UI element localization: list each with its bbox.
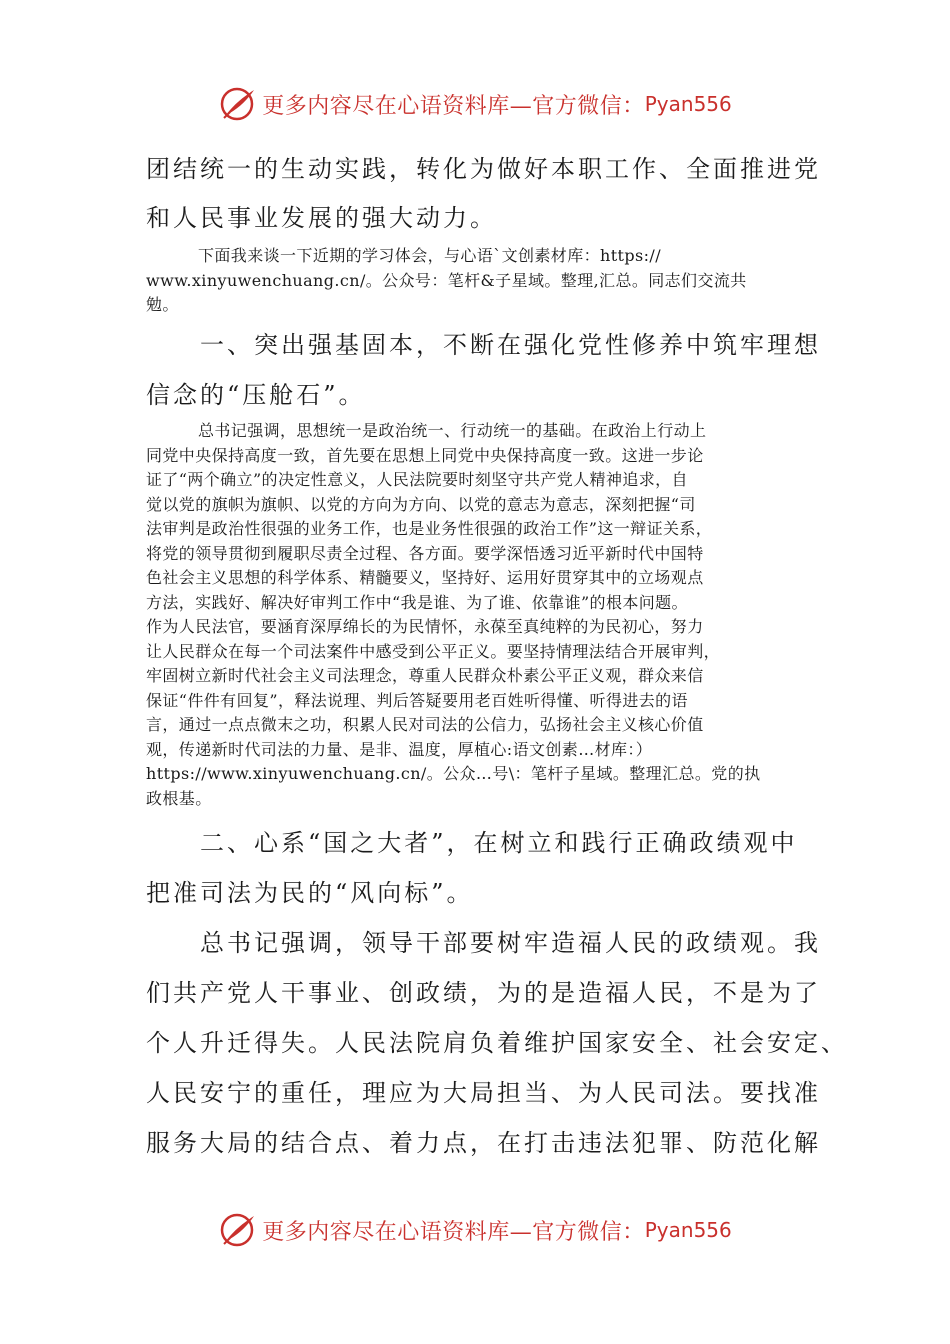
intro-paragraph-line-1: 团结统一的生动实践，转化为做好本职工作、全面推进党 xyxy=(146,155,821,183)
body-line: 观，传递新时代司法的力量、是非、温度，厚植心:语文创素…材库：） xyxy=(146,739,653,759)
section-1-heading-line-1: 一、突出强基固本，不断在强化党性修养中筑牢理想 xyxy=(200,331,821,359)
intro-paragraph-line-2: 和人民事业发展的强大动力。 xyxy=(146,204,497,232)
body-line: 总书记强调，思想统一是政治统一、行动统一的基础。在政治上行动上 xyxy=(198,421,707,440)
section-2-heading-line-1: 二、心系“国之大者”，在树立和践行正确政绩观中 xyxy=(200,829,798,857)
section-2-body-line-5: 服务大局的结合点、着力点，在打击违法犯罪、防范化解 xyxy=(146,1129,821,1157)
banner-wechat-id: Pyan556 xyxy=(644,92,732,116)
section-2-body-line-3: 个人升迁得失。人民法院肩负着维护国家安全、社会安定、 xyxy=(146,1029,848,1057)
section-2-body-line-1: 总书记强调，领导干部要树牢造福人民的政绩观。我 xyxy=(200,929,821,957)
note-line: www.xinyuwenchuang.cn/。公众号：笔杆&子星域。整理,汇总。同志们交流共 xyxy=(146,270,747,290)
body-line: 方法，实践好、解决好审判工作中“我是谁、为了谁、依靠谁”的根本问题。 xyxy=(146,592,688,612)
body-line: 牢固树立新时代社会主义司法理念，尊重人民群众朴素公平正义观，群众来信 xyxy=(146,666,704,685)
note-paragraph xyxy=(146,244,806,318)
body-line: 让人民群众在每一个司法案件中感受到公平正义。要坚持情理法结合开展审判， xyxy=(146,641,721,661)
body-line: 政根基。 xyxy=(146,788,212,808)
banner-brand-text: 更多内容尽在心语资料库—官方微信： xyxy=(262,1219,645,1245)
header-banner xyxy=(0,84,950,124)
footer-banner xyxy=(0,1210,950,1250)
quill-logo-icon xyxy=(218,85,258,123)
body-line: 觉以党的旗帜为旗帜、以党的方向为方向、以党的意志为意志，深刻把握“司 xyxy=(146,494,696,514)
body-line: 色社会主义思想的科学体系、精髓要义，坚持好、运用好贯穿其中的立场观点 xyxy=(146,568,704,587)
note-line: 勉。 xyxy=(146,295,179,314)
section-2-body-line-4: 人民安宁的重任，理应为大局担当、为人民司法。要找准 xyxy=(146,1079,821,1107)
banner-brand-text: 更多内容尽在心语资料库—官方微信： xyxy=(262,93,645,119)
body-line: 保证“件件有回复”，释法说理、判后答疑要用老百姓听得懂、听得进去的语 xyxy=(146,690,688,710)
banner-wechat-id: Pyan556 xyxy=(644,1218,732,1242)
note-line: 下面我来谈一下近期的学习体会，与心语`文创素材库：https:// xyxy=(198,246,661,265)
body-line: 同党中央保持高度一致，首先要在思想上同党中央保持高度一致。这进一步论 xyxy=(146,445,704,465)
body-line: 作为人民法官，要涵育深厚绵长的为民情怀，永葆至真纯粹的为民初心，努力 xyxy=(146,617,704,636)
body-line: 法审判是政治性很强的业务工作，也是业务性很强的政治工作”这一辩证关系， xyxy=(146,519,713,538)
section-2-heading-line-2: 把准司法为民的“风向标”。 xyxy=(146,879,474,907)
body-line: 言，通过一点点微末之功，积累人民对司法的公信力，弘扬社会主义核心价值 xyxy=(146,715,704,734)
section-1-heading-line-2: 信念的“压舱石”。 xyxy=(146,381,366,409)
section-1-body xyxy=(146,419,806,811)
body-line: 证了“两个确立”的决定性意义，人民法院要时刻坚守共产党人精神追求，自 xyxy=(146,470,688,489)
section-2-body-line-2: 们共产党人干事业、创政绩，为的是造福人民，不是为了 xyxy=(146,979,821,1007)
body-line: https://www.xinyuwenchuang.cn/。公众…号\：笔杆子星域。整理汇总。党的执 xyxy=(146,764,761,783)
body-line: 将党的领导贯彻到履职尽责全过程、各方面。要学深悟透习近平新时代中国特 xyxy=(146,543,704,563)
quill-logo-icon xyxy=(218,1211,258,1249)
